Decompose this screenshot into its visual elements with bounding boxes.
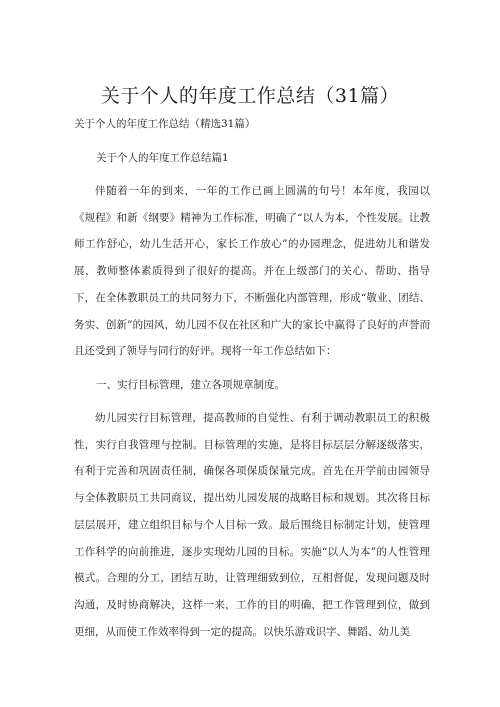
- document-subtitle: 关于个人的年度工作总结（精选31篇）: [74, 118, 256, 130]
- subheading-target-management: 一、实行目标管理，建立各项规章制度。: [96, 379, 285, 391]
- section-heading: 关于个人的年度工作总结篇1: [96, 152, 229, 164]
- document-title: 关于个人的年度工作总结（31篇）: [100, 85, 400, 107]
- paragraph-intro: 伴随着一年的到来，一年的工作已画上圆满的句号！本年度，我园以《规程》和新《纲要》精神为工作标准，明确了“以人为本，个性发展。让教师工作舒心，幼儿生活开心，家长工作放心”的办园理念，促进幼儿和谐发展，教师整体素质得到了很好的提高。并在上级部门的关心、帮助、指导下，在全体教职员工的共同努力下，不断强化内部管理，形成“敬业、团结、务实、创新”的园风，幼儿园不仅在社区和广大的家长中赢得了良好的声誉而且还受到了领导与同行的好评。现将一年工作总结如下：: [74, 185, 430, 358]
- paragraph-target-management: 幼儿园实行目标管理，提高教师的自觉性、有利于调动教职员工的积极性，实行自我管理与控制。目标管理的实施，是将目标层层分解逐级落实，有利于完善和巩固责任制，确保各项保质保量完成。首先在开学前由园领导与全体教职员工共同商议，提出幼儿园发展的战略目标和规划。其次将目标层层展开，建立组织目标与个人目标一致。最后围绕目标制定计划，使管理工作科学的向前推进，逐步实现幼儿园的目标。实施“以人为本”的人性管理模式。合理的分工，团结互助，让管理细致到位，互相督促，发现问题及时沟通，及时协商解决，这样一来，工作的目的明确，把工作管理到位，做到更细，从而使工作效率得到一定的提高。以快乐游戏识字、舞蹈、幼儿美: [74, 412, 430, 638]
